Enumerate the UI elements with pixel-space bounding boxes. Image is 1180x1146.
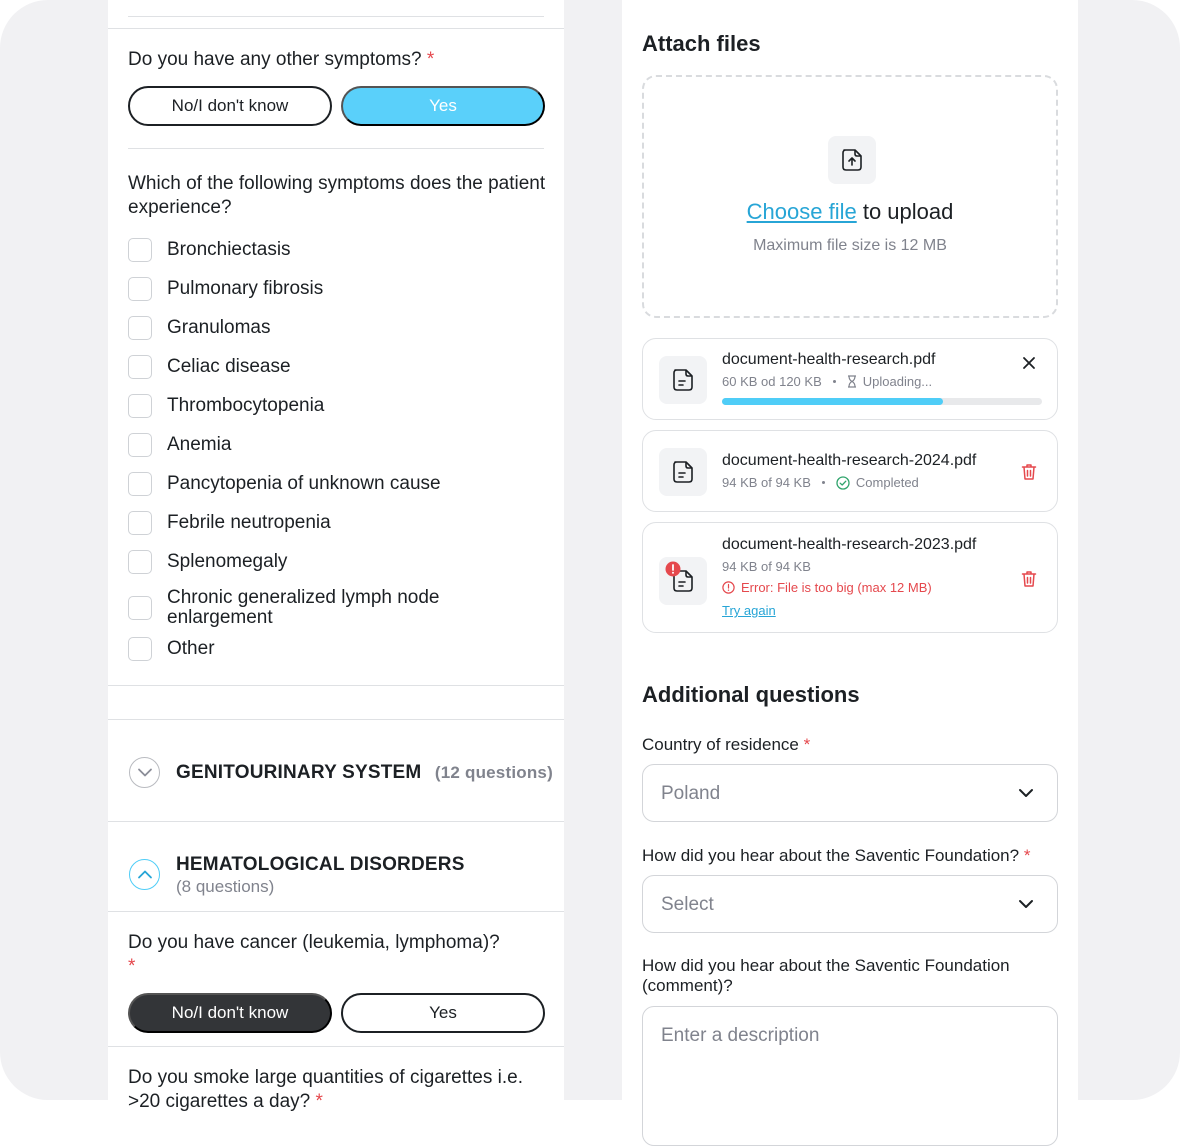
questionnaire-panel [108, 0, 564, 1112]
separator-dot [822, 481, 825, 484]
upload-progress-fill [722, 398, 943, 405]
no-dont-know-button[interactable]: No/I don't know [128, 86, 332, 126]
field-label-text: Country of residence [642, 735, 799, 754]
max-file-size-note: Maximum file size is 12 MB [753, 237, 947, 254]
divider [108, 911, 564, 912]
file-size: 94 KB of 94 KB [722, 559, 811, 574]
file-size: 94 KB of 94 KB [722, 475, 811, 490]
checkbox[interactable] [128, 637, 152, 661]
upload-file-icon [828, 136, 876, 184]
question-smoke [128, 1066, 548, 1114]
section-title: HEMATOLOGICAL DISORDERS [176, 854, 465, 875]
symptom-option[interactable] [128, 550, 497, 574]
attachments-panel [622, 0, 1078, 1100]
referral-source-select[interactable] [642, 875, 1058, 933]
divider [108, 685, 564, 686]
symptom-option[interactable] [128, 277, 497, 301]
question-which-symptoms: Which of the following symptoms does the patient experience? [128, 173, 546, 218]
upload-status: Completed [855, 475, 919, 490]
file-name: document-health-research-2023.pdf [722, 536, 977, 553]
file-size: 60 KB od 120 KB [722, 374, 822, 389]
file-meta [722, 475, 919, 490]
file-dropzone[interactable] [642, 75, 1058, 318]
checkbox-label: Thrombocytopenia [167, 395, 325, 416]
cancel-upload-button[interactable] [1017, 351, 1041, 375]
required-marker: * [426, 49, 435, 70]
required-marker: * [803, 735, 811, 754]
error-badge-icon [665, 561, 681, 577]
upload-error-message [722, 580, 932, 595]
symptom-option[interactable] [128, 316, 497, 340]
symptom-option[interactable] [128, 355, 497, 379]
checkbox[interactable] [128, 511, 152, 535]
try-again-link[interactable]: Try again [722, 603, 776, 618]
upload-status: Uploading... [862, 374, 933, 389]
checkbox-label: Granulomas [167, 317, 271, 338]
error-text: Error: File is too big (max 12 MB) [741, 580, 932, 595]
check-circle-icon [836, 476, 850, 490]
trash-icon [1021, 570, 1037, 588]
chevron-down-icon [1017, 784, 1035, 802]
trash-icon [1021, 463, 1037, 481]
checkbox[interactable] [128, 316, 152, 340]
checkbox-label: Splenomegaly [167, 551, 288, 572]
divider [108, 821, 564, 822]
checkbox[interactable] [128, 355, 152, 379]
checkbox-label: Other [167, 638, 215, 659]
hourglass-icon [847, 375, 857, 388]
required-marker: * [128, 956, 136, 977]
choose-file-link[interactable]: Choose file [746, 199, 857, 224]
document-error-icon [659, 557, 707, 605]
divider [108, 1046, 564, 1047]
symptom-option[interactable] [128, 238, 497, 262]
checkbox[interactable] [128, 433, 152, 457]
question-cancer [128, 931, 548, 979]
alert-circle-icon [722, 581, 735, 594]
upload-prompt-text: to upload [856, 199, 954, 224]
section-title-text: GENITOURINARY SYSTEM [176, 762, 422, 783]
checkbox-label: Celiac disease [167, 356, 291, 377]
checkbox[interactable] [128, 596, 152, 620]
upload-progress-bar [722, 398, 1042, 405]
checkbox[interactable] [128, 394, 152, 418]
section-count: (12 questions) [434, 763, 553, 782]
section-title [176, 762, 553, 784]
required-marker: * [1023, 846, 1031, 865]
country-label [642, 735, 1062, 755]
checkbox[interactable] [128, 277, 152, 301]
symptom-option[interactable] [128, 472, 497, 496]
chevron-up-icon[interactable] [129, 859, 160, 890]
question-text: Do you have cancer (leukemia, lymphoma)? [128, 932, 500, 953]
question-other-symptoms [128, 48, 548, 72]
file-meta [722, 374, 932, 389]
yes-button-selected[interactable]: Yes [341, 86, 545, 126]
attach-files-title: Attach files [642, 31, 761, 56]
chevron-down-icon[interactable] [129, 757, 160, 788]
checkbox-label: Febrile neutropenia [167, 512, 331, 533]
file-card-uploading [642, 338, 1058, 420]
delete-file-button[interactable] [1017, 567, 1041, 591]
checkbox[interactable] [128, 472, 152, 496]
referral-comment-textarea[interactable] [642, 1006, 1058, 1146]
question-text: Do you smoke large quantities of cigarettes i.e. >20 cigarettes a day? [128, 1067, 523, 1112]
section-count: (8 questions) [176, 877, 275, 896]
checkbox[interactable] [128, 238, 152, 262]
close-icon [1022, 356, 1036, 370]
symptom-option[interactable] [128, 511, 497, 535]
symptom-option[interactable] [128, 394, 497, 418]
select-value: Poland [661, 783, 721, 804]
no-dont-know-button-selected[interactable]: No/I don't know [128, 993, 332, 1033]
referral-source-label [642, 846, 1062, 866]
additional-questions-title: Additional questions [642, 682, 860, 707]
divider [108, 719, 564, 720]
field-label-text: How did you hear about the Saventic Foundation? [642, 846, 1020, 865]
document-icon [659, 448, 707, 496]
file-name: document-health-research.pdf [722, 351, 936, 368]
checkbox-label: Chronic generalized lymph node enlargement [167, 587, 440, 628]
yes-button[interactable]: Yes [341, 993, 545, 1033]
separator-dot [833, 380, 836, 383]
delete-file-button[interactable] [1017, 460, 1041, 484]
upload-prompt [644, 199, 1056, 225]
checkbox[interactable] [128, 550, 152, 574]
question-text: Do you have any other symptoms? [128, 49, 422, 70]
symptom-option[interactable] [128, 433, 497, 457]
checkbox-label: Pancytopenia of unknown cause [167, 473, 441, 494]
required-marker: * [315, 1091, 323, 1112]
chevron-down-icon [1017, 895, 1035, 913]
divider [128, 16, 544, 17]
textarea-placeholder: Enter a description [661, 1025, 820, 1046]
select-value: Select [661, 894, 714, 915]
checkbox-label: Bronchiectasis [167, 239, 291, 260]
checkbox-label: Pulmonary fibrosis [167, 278, 324, 299]
file-card-completed [642, 430, 1058, 512]
divider [108, 28, 564, 29]
document-icon [659, 356, 707, 404]
symptom-option[interactable] [128, 637, 497, 661]
file-card-error [642, 522, 1058, 633]
symptom-option[interactable] [128, 588, 497, 628]
divider [128, 148, 544, 149]
file-name: document-health-research-2024.pdf [722, 452, 977, 469]
country-select[interactable] [642, 764, 1058, 822]
checkbox-label: Anemia [167, 434, 232, 455]
referral-comment-label: How did you hear about the Saventic Foundation (comment)? [642, 956, 1010, 995]
